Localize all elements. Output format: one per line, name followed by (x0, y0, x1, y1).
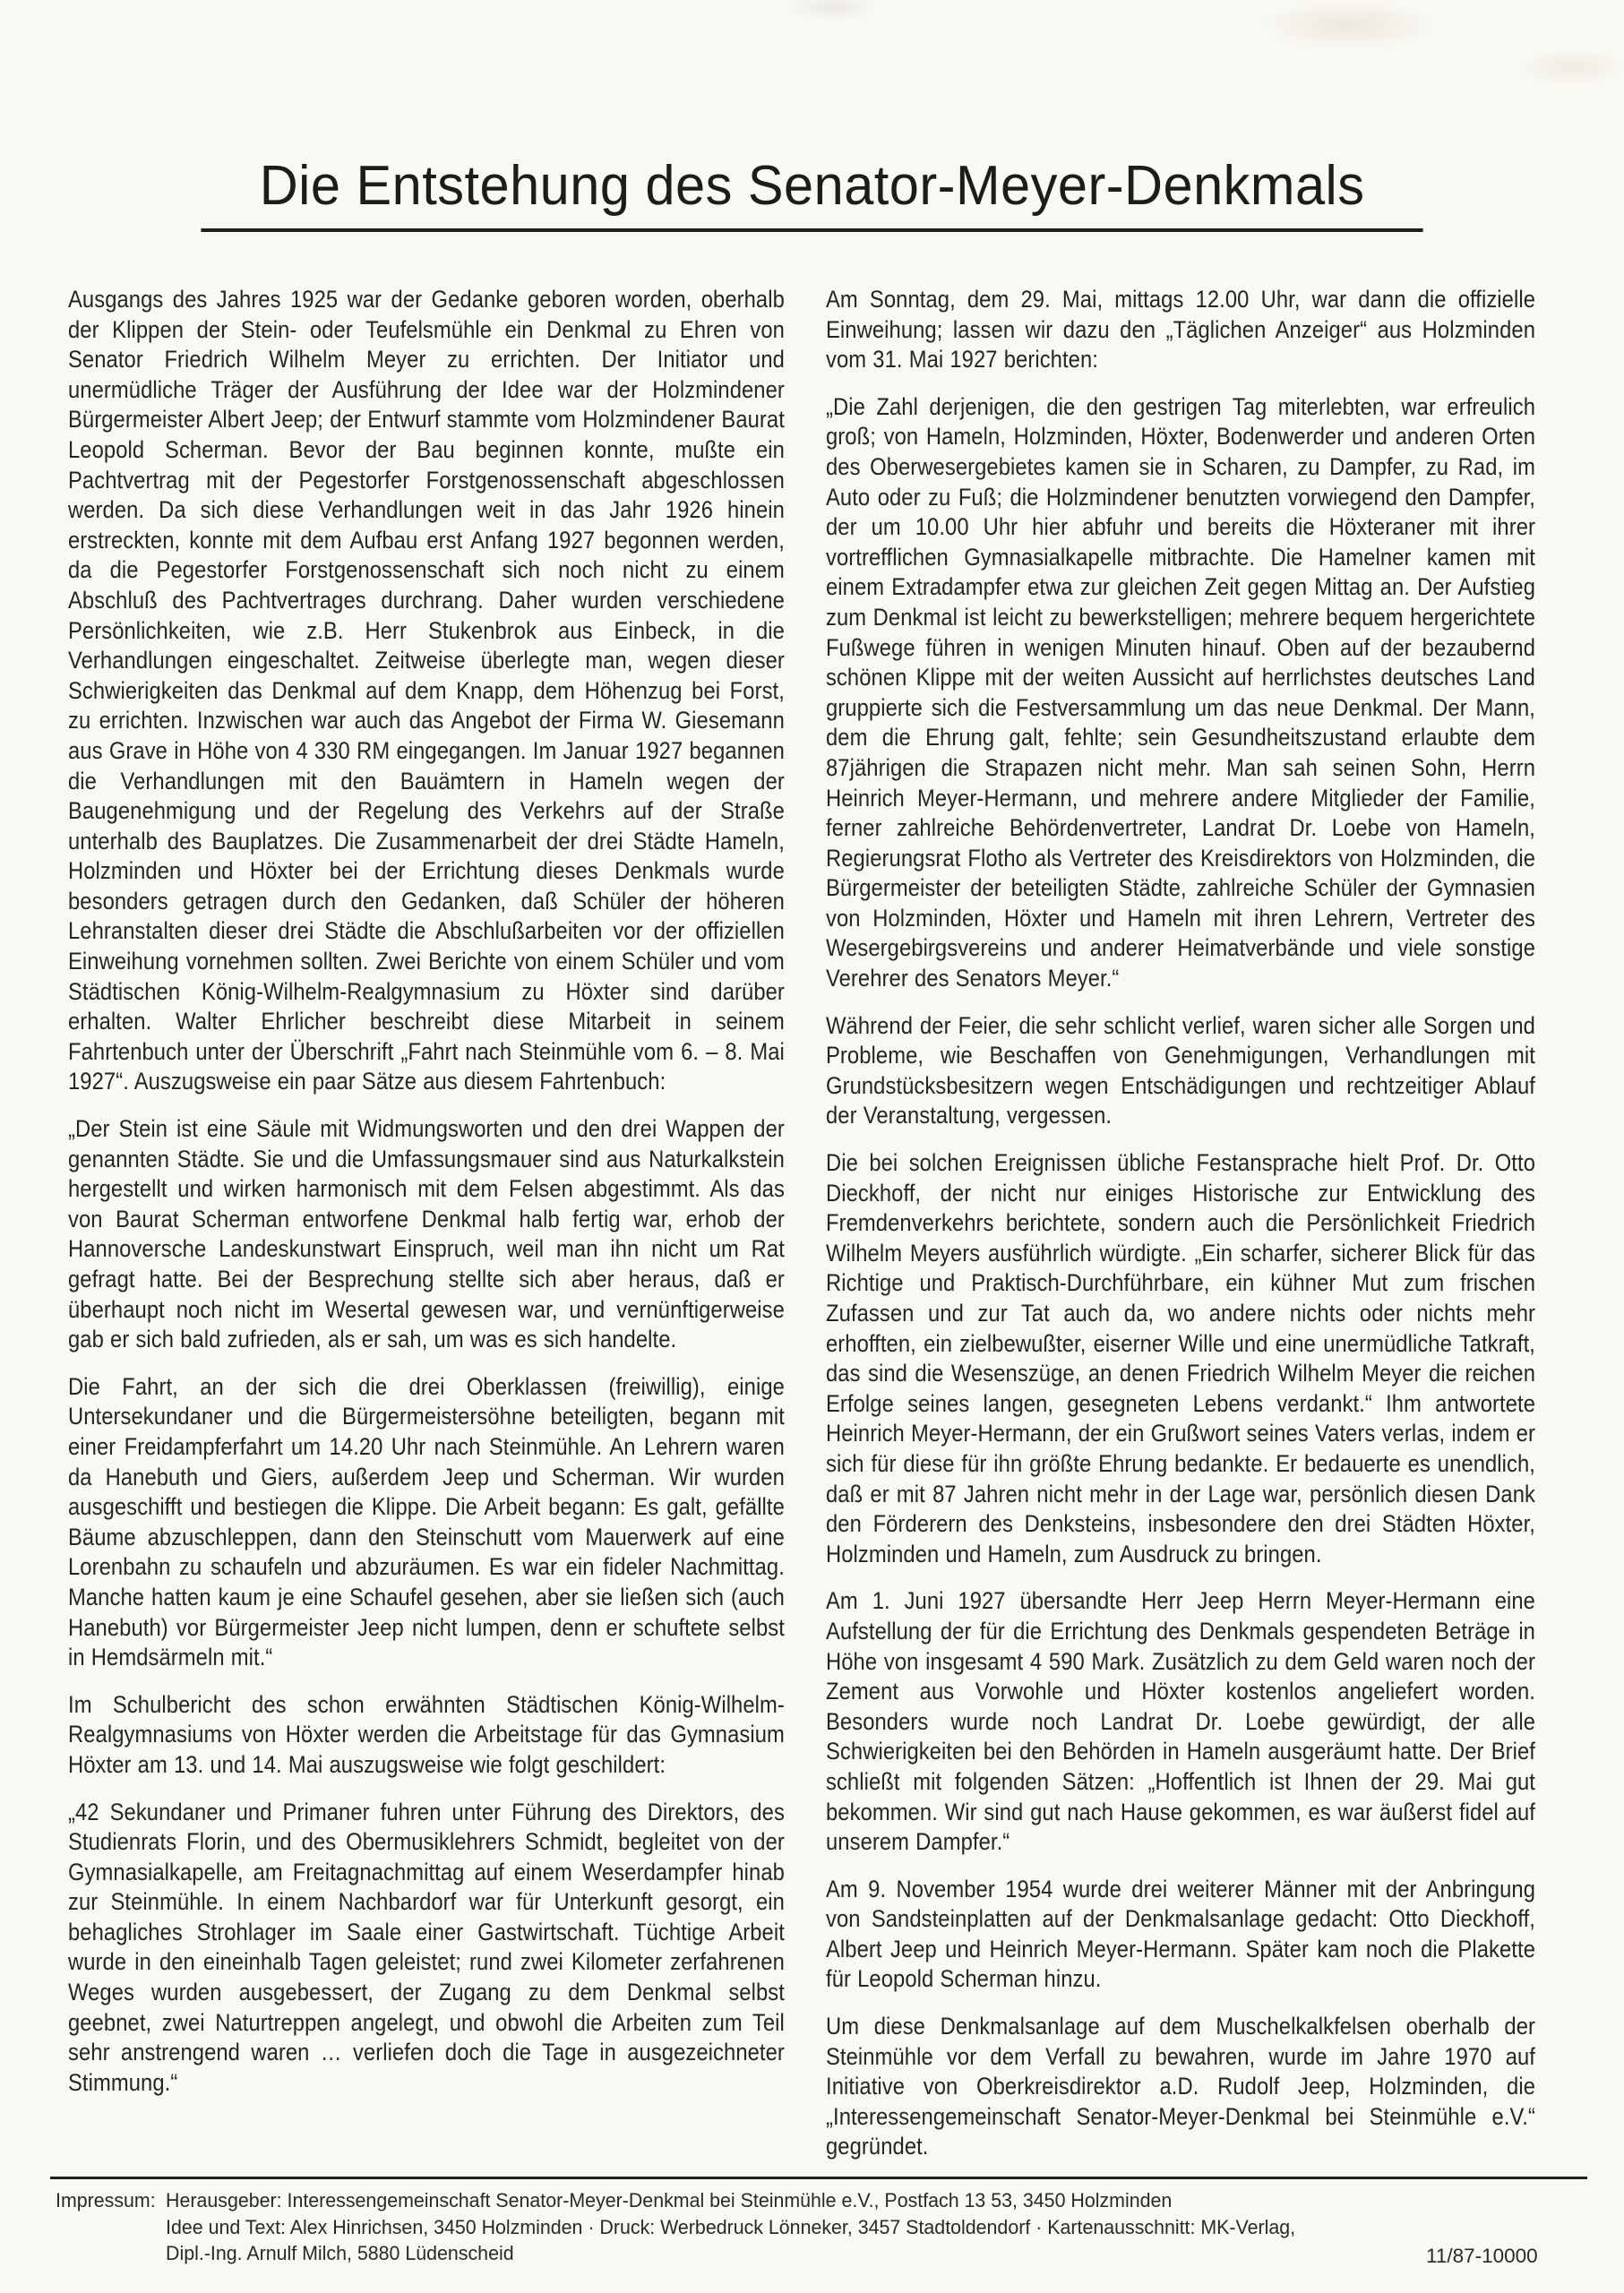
paragraph: Am 9. November 1954 wurde drei weiterer Männer mit der Anbringung von Sandsteinplatten auf der Denkmalsanlage gedacht: Otto Dieckhoff, Albert Jeep und Heinrich Meyer-Hermann. Später kam noch die Plakette für Leopold Scherman hinzu. (826, 1875, 1535, 1993)
footer-divider (50, 2177, 1587, 2179)
paragraph: Die bei solchen Ereignissen übliche Festansprache hielt Prof. Dr. Otto Dieckhoff, der nicht nur einiges Historische zur Entwicklung des Fremdenverkehrs berichtete, sondern auch die Persönlichkeit Friedrich Wilhelm Meyers ausführlich würdigte. „Ein scharfer, sicherer Blick für das Richtige und Praktisch-Durchführbare, ein kühner Mut zum frischen Zufassen und zur Tat auch da, wo andere nichts oder nichts mehr erhofften, ein zielbewußter, eiserner Wille und eine unermüdliche Tatkraft, das sind die Wesenszüge, an denen Friedrich Wilhelm Meyer die reichen Erfolge seines langen, gesegneten Lebens verdankt.“ Ihm antwortete Heinrich Meyer-Hermann, der ein Grußwort seines Vaters verlas, indem er sich für diese für ihn größte Ehrung bedankte. Er bedauerte es unendlich, daß er mit 87 Jahren nicht mehr in der Lage war, persönlich diesen Dank den Förderern des Denksteins, insbesondere den drei Städten Höxter, Holzminden und Hameln, zum Ausdruck zu bringen. (826, 1149, 1535, 1567)
paragraph: „Der Stein ist eine Säule mit Widmungsworten und den drei Wappen der genannten Städte. Sie und die Umfassungsmauer sind aus Naturkalkstein hergestellt und wirken harmonisch mit dem Felsen abgestimmt. Als das von Baurat Scherman entworfene Denkmal halb fertig war, erhob der Hannoversche Landeskunstwart Einspruch, weil man ihn nicht um Rat gefragt hatte. Bei der Besprechung stellte sich aber heraus, daß er überhaupt noch nicht im Wesertal gewesen war, und vernünftigerweise gab er sich bald zufrieden, als er sah, um was es sich handelte. (68, 1115, 785, 1353)
right-column (826, 285, 1535, 2179)
impressum-line-credits: Idee und Text: Alex Hinrichsen, 3450 Holzminden · Druck: Werbedruck Lönneker, 3457 Stadtoldendorf · Kartenausschnitt: MK-Verlag, (166, 2215, 1296, 2238)
paragraph: „42 Sekundaner und Primaner fuhren unter Führung des Direktors, des Studienrats Florin, und des Obermusiklehrers Schmidt, begleitet von der Gymnasialkapelle, am Freitagnachmittag auf einem Weserdampfer hinab zur Steinmühle. In einem Nachbardorf war für Unterkunft gesorgt, ein behagliches Strohlager im Saale einer Gastwirtschaft. Tüchtige Arbeit wurde in den eineinhalb Tagen geleistet; rund zwei Kilometer zerfahrenen Weges wurden ausgebessert, der Zugang zu dem Denkmal selbst geebnet, zwei Naturtreppen angelegt, und obwohl die Arbeiten zum Teil sehr anstrengend waren … verliefen doch die Tage in ausgezeichneter Stimmung.“ (68, 1798, 785, 2096)
paragraph: Die Fahrt, an der sich die drei Oberklassen (freiwillig), einige Untersekundaner und die Bürgermeistersöhne beteiligten, begann mit einer Freidampferfahrt um 14.20 Uhr nach Steinmühle. An Lehrern waren da Hanebuth und Giers, außerdem Jeep und Scherman. Wir wurden ausgeschifft und bestiegen die Klippe. Die Arbeit begann: Es galt, gefällte Bäume abzuschleppen, dann den Steinschutt vom Mauerwerk auf eine Lorenbahn zu schaufeln und abzuräumen. Es war ein fideler Nachmittag. Manche hatten kaum je eine Schaufel gesehen, aber sie ließen sich (auch Hanebuth) vor Bürgermeister Jeep nicht lumpen, denn er schuftete selbst in Hemdsärmeln mit.“ (68, 1372, 785, 1671)
paragraph: Im Schulbericht des schon erwähnten Städtischen König-Wilhelm-Realgymnasiums von Höxter werden die Arbeitstage für das Gymnasium Höxter am 13. und 14. Mai auszugsweise wie folgt geschildert: (68, 1690, 785, 1778)
print-code: 11/87-10000 (1426, 2245, 1538, 2267)
paragraph: Am 1. Juni 1927 übersandte Herr Jeep Herrn Meyer-Hermann eine Aufstellung der für die Errichtung des Denkmals gespendeten Beträge in Höhe von insgesamt 4 590 Mark. Zusätzlich zu dem Geld waren noch der Zement aus Vorwohle und Höxter kostenlos angeliefert worden. Besonders wurde noch Landrat Dr. Loebe gewürdigt, der alle Schwierigkeiten bei den Behörden in Hameln ausgeräumt hatte. Der Brief schließt mit folgenden Sätzen: „Hoffentlich ist Ihnen der 29. Mai gut bekommen. Wir sind gut nach Hause gekommen, es war äußerst fidel auf unserem Dampfer.“ (826, 1587, 1535, 1856)
left-column (68, 285, 785, 2115)
paragraph: Während der Feier, die sehr schlicht verlief, waren sicher alle Sorgen und Probleme, wie Beschaffen von Genehmigungen, Verhandlungen mit Grundstücksbesitzern wegen Entschädigungen und rechtzeitiger Ablauf der Veranstaltung, vergessen. (826, 1011, 1535, 1129)
impressum-line-publisher: Herausgeber: Interessengemeinschaft Senator-Meyer-Denkmal bei Steinmühle e.V., Postfach 13 53, 3450 Holzminden (166, 2189, 1173, 2211)
impressum-label: Impressum: (56, 2189, 156, 2211)
paragraph: „Die Zahl derjenigen, die den gestrigen Tag miterlebten, war erfreulich groß; von Hameln, Holzminden, Höxter, Bodenwerder und anderen Orten des Oberwesergebietes kamen sie in Scharen, zu Dampfer, zu Rad, im Auto oder zu Fuß; die Holzmindener benutzten vorwiegend den Dampfer, der um 10.00 Uhr hier abfuhr und bereits die Höxteraner mit ihrer vortrefflichen Gymnasialkapelle mitbrachte. Die Hamelner kamen mit einem Extradampfer etwa zur gleichen Zeit gegen Mittag an. Der Aufstieg zum Denkmal ist leicht zu bewerkstelligen; mehrere bequem hergerichtete Fußwege führen in wenigen Minuten hinauf. Oben auf der bezaubernd schönen Klippe mit der weiten Aussicht auf herrlichstes deutsches Land gruppierte sich die Festversammlung um das neue Denkmal. Der Mann, dem die Ehrung galt, fehlte; sein Gesundheitszustand erlaubte dem 87jährigen die Strapazen nicht mehr. Man sah seinen Sohn, Herrn Heinrich Meyer-Hermann, und mehrere andere Mitglieder der Familie, ferner zahlreiche Behördenvertreter, Landrat Dr. Loebe von Hameln, Regierungsrat Flotho als Vertreter des Kreisdirektors von Holzminden, die Bürgermeister der beteiligten Städte, zahlreiche Schüler der Gymnasien von Holzminden, Höxter und Hameln mit ihren Lehrern, Vertreter des Wesergebirgsvereins und anderer Heimatverbände und viele sonstige Verehrer des Senators Meyer.“ (826, 392, 1535, 992)
page-title: Die Entstehung des Senator-Meyer-Denkmals (201, 154, 1422, 232)
impressum-line-cartography: Dipl.-Ing. Arnulf Milch, 5880 Lüdenscheid (166, 2242, 514, 2264)
paragraph: Ausgangs des Jahres 1925 war der Gedanke geboren worden, oberhalb der Klippen der Stein- oder Teufelsmühle ein Denkmal zu Ehren von Senator Friedrich Wilhelm Meyer zu errichten. Der Initiator und unermüdliche Träger der Ausführung der Idee war der Holzmindener Bürgermeister Albert Jeep; der Entwurf stammte vom Holzmindener Baurat Leopold Scherman. Bevor der Bau beginnen konnte, mußte ein Pachtvertrag mit der Pegestorfer Forstgenossenschaft abgeschlossen werden. Da sich diese Verhandlungen weit in das Jahr 1926 hinein erstreckten, konnte mit dem Aufbau erst Anfang 1927 begonnen werden, da die Pegestorfer Forstgenossenschaft sich noch nicht zu einem Abschluß des Pachtvertrages durchrang. Daher wurden verschiedene Persönlichkeiten, wie z.B. Herr Stukenbrok aus Einbeck, in die Verhandlungen eingeschaltet. Zeitweise überlegte man, wegen dieser Schwierigkeiten das Denkmal auf dem Knapp, dem Höhenzug bei Forst, zu errichten. Inzwischen war auch das Angebot der Firma W. Giesemann aus Grave in Höhe von 4 330 RM eingegangen. Im Januar 1927 begannen die Verhandlungen mit den Bauämtern in Hameln wegen der Baugenehmigung und der Regelung des Verkehrs auf der Straße unterhalb des Bauplatzes. Die Zusammenarbeit der drei Städte Hameln, Holzminden und Höxter bei der Errichtung dieses Denkmals wurde besonders getragen durch den Gedanken, daß Schüler der höheren Lehranstalten dieser drei Städte die Abschlußarbeiten vor der offiziellen Einweihung vornehmen sollten. Zwei Berichte von einem Schüler und vom Städtischen König-Wilhelm-Realgymnasium zu Höxter sind darüber erhalten. Walter Ehrlicher beschreibt diese Mitarbeit in seinem Fahrtenbuch unter der Überschrift „Fahrt nach Steinmühle vom 6. – 8. Mai 1927“. Auszugsweise ein paar Sätze aus diesem Fahrtenbuch: (68, 286, 785, 1095)
title-block (0, 154, 1624, 232)
paragraph: Um diese Denkmalsanlage auf dem Muschelkalkfelsen oberhalb der Steinmühle vor dem Verfall zu bewahren, wurde im Jahre 1970 auf Initiative von Oberkreisdirektor a.D. Rudolf Jeep, Holzminden, die „Interessengemeinschaft Senator-Meyer-Denkmal bei Steinmühle e.V.“ gegründet. (826, 2013, 1535, 2160)
impressum (56, 2187, 1383, 2267)
paragraph: Am Sonntag, dem 29. Mai, mittags 12.00 Uhr, war dann die offizielle Einweihung; lassen wir dazu den „Täglichen Anzeiger“ aus Holzminden vom 31. Mai 1927 berichten: (826, 286, 1535, 374)
impressum-lines (166, 2187, 1295, 2267)
